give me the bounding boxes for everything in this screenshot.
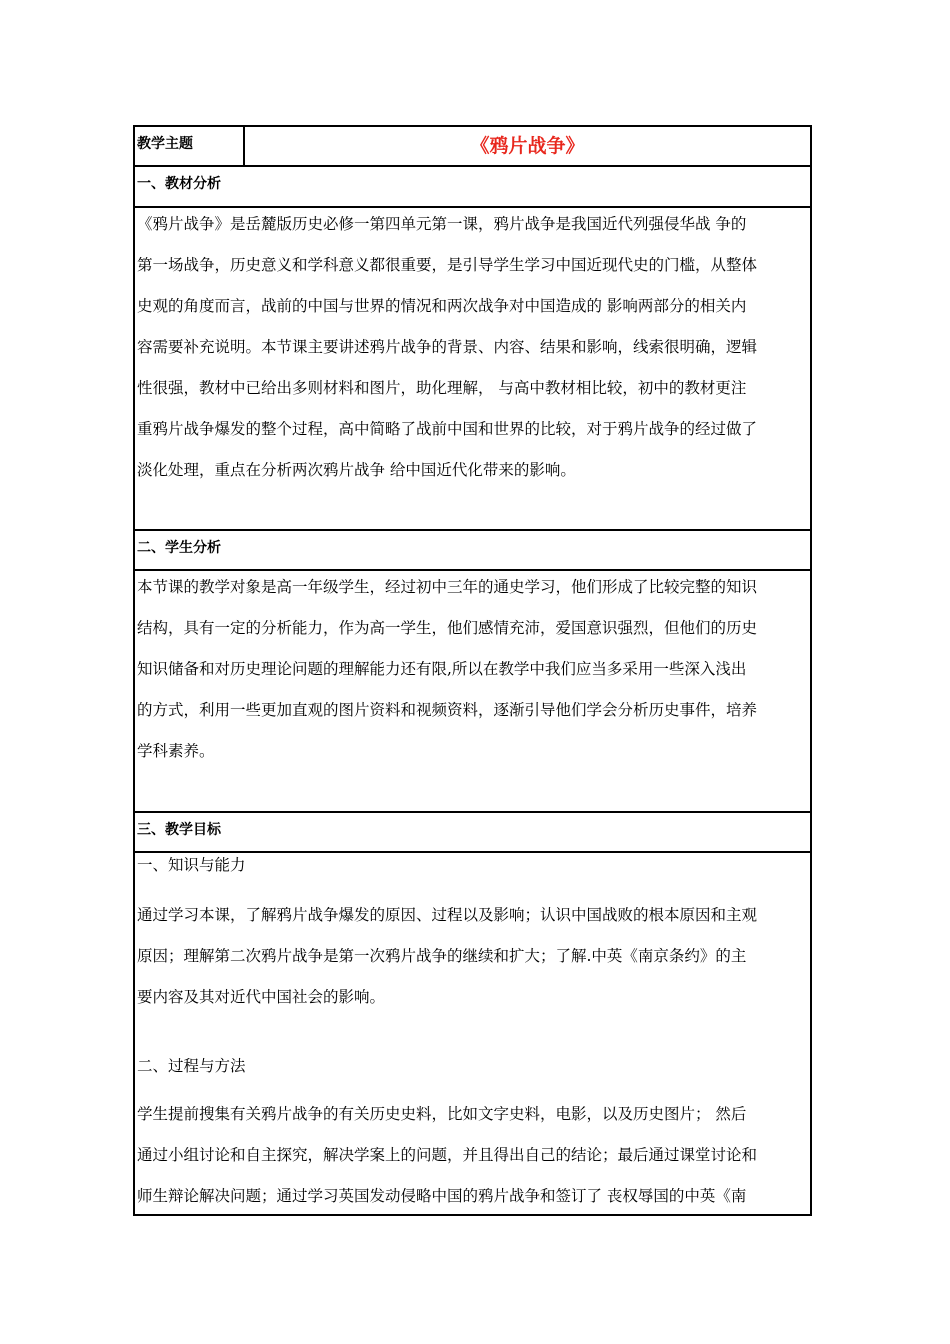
process-subheading: 二、过程与方法 [137,1057,246,1075]
text-line: 第一场战争，历史意义和学科意义都很重要，是引导学生学习中国近现代史的门槛，从整体 [137,256,758,274]
process-paragraph [137,1094,806,1216]
text-line: 的方式，利用一些更加直观的图片资料和视频资料，逐渐引导他们学会分析历史事件，培养 [137,701,758,719]
text-line: 要内容及其对近代中国社会的影响。 [137,988,386,1006]
goals-heading-row [135,811,810,851]
text-line: 通过学习本课，了解鸦片战争爆发的原因、过程以及影响；认识中国战败的根本原因和主观 [137,906,758,924]
students-paragraph [137,567,806,772]
knowledge-paragraph [137,895,806,1018]
knowledge-subheading: 一、知识与能力 [137,856,246,874]
textbook-heading-row [135,165,810,206]
goals-body-row [135,851,810,1216]
students-body-row [135,569,810,811]
topic-title: 《鸦片战争》 [470,135,585,157]
textbook-paragraph [137,204,806,491]
text-line: 重鸦片战争爆发的整个过程，高中简略了战前中国和世界的比较，对于鸦片战争的经过做了 [137,420,758,438]
students-heading: 二、学生分析 [137,540,221,556]
text-line: 史观的角度而言，战前的中国与世界的情况和两次战争对中国造成的 影响两部分的相关内 [137,297,747,315]
text-line: 《鸦片战争》是岳麓版历史必修一第四单元第一课，鸦片战争是我国近代列强侵华战 争的 [137,215,747,233]
text-line: 知识储备和对历史理论问题的理解能力还有限,所以在教学中我们应当多采用一些深入浅出 [137,660,747,678]
topic-label: 教学主题 [135,127,245,165]
textbook-heading: 一、教材分析 [137,176,221,192]
text-line: 师生辩论解决问题；通过学习英国发动侵略中国的鸦片战争和签订了 丧权辱国的中英《南 [137,1187,747,1205]
text-line: 淡化处理，重点在分析两次鸦片战争 给中国近代化带来的影响。 [137,461,576,479]
students-heading-row [135,529,810,569]
goals-heading: 三、教学目标 [137,822,221,838]
text-line: 本节课的教学对象是高一年级学生，经过初中三年的通史学习，他们形成了比较完整的知识 [137,578,758,596]
textbook-body-row [135,206,810,529]
topic-row [135,127,810,165]
text-line: 学科素养。 [137,742,215,760]
text-line: 通过小组讨论和自主探究，解决学案上的问题，并且得出自己的结论；最后通过课堂讨论和 [137,1146,758,1164]
text-line: 原因；理解第二次鸦片战争是第一次鸦片战争的继续和扩大；了解.中英《南京条约》的主 [137,947,747,965]
text-line: 容需要补充说明。本节课主要讲述鸦片战争的背景、内容、结果和影响，线索很明确，逻辑 [137,338,758,356]
lesson-plan-table [133,125,812,1216]
text-line: 性很强，教材中已给出多则材料和图片，助化理解， 与高中教材相比较，初中的教材更注 [137,379,747,397]
text-line: 结构，具有一定的分析能力，作为高一学生，他们感情充沛，爱国意识强烈，但他们的历史 [137,619,758,637]
text-line: 学生提前搜集有关鸦片战争的有关历史史料，比如文字史料，电影，以及历史图片； 然后 [137,1105,747,1123]
